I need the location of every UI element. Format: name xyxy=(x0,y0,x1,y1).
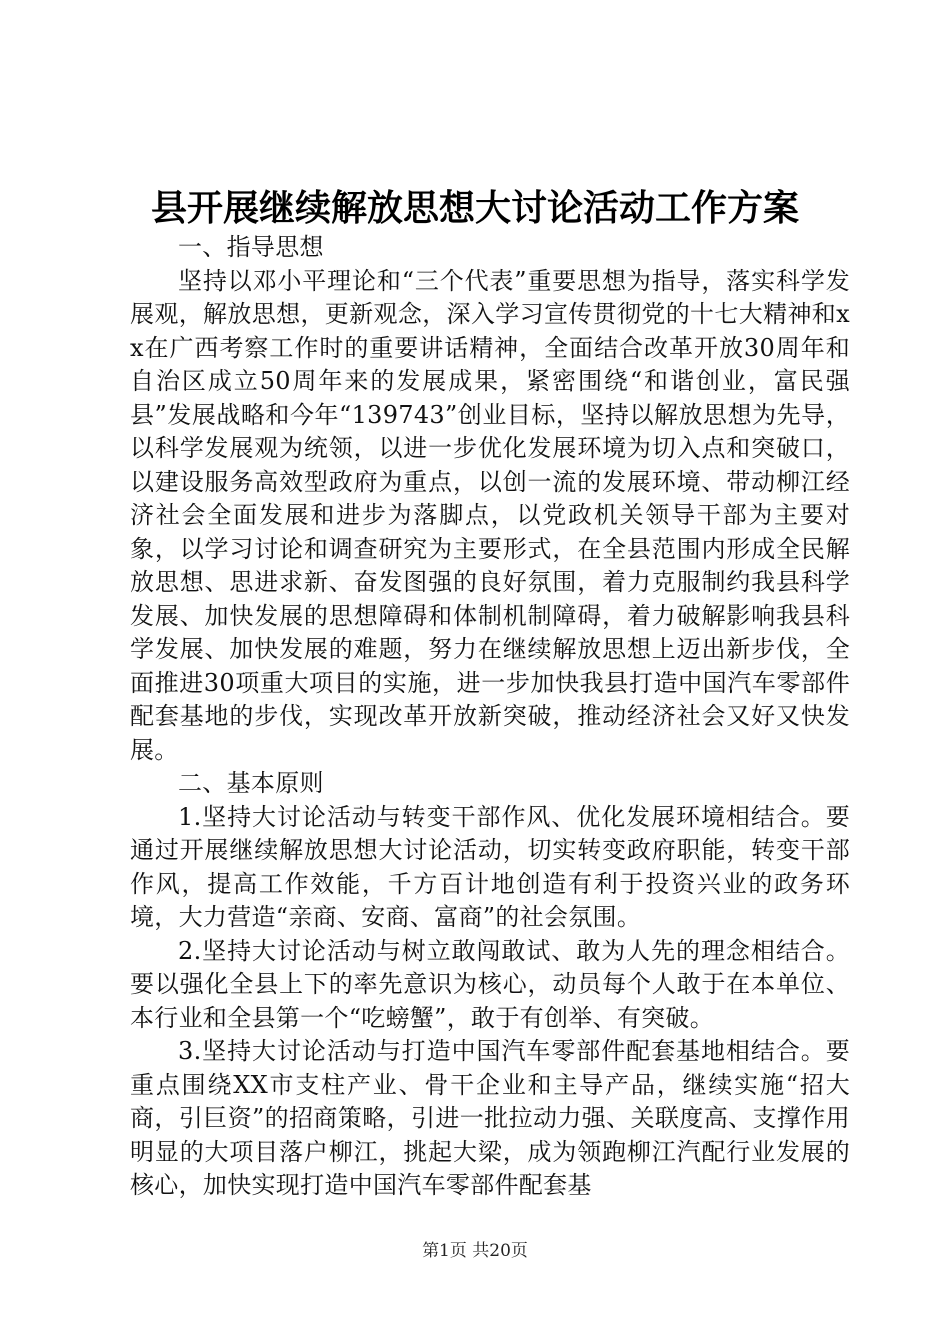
section-heading: 一、指导思想 xyxy=(178,233,324,261)
page-number: 第1页 共20页 xyxy=(422,1241,528,1261)
paragraph: 3.坚持大讨论活动与打造中国汽车零部件配套基地相结合。要重点围绕XX市支柱产业、骨干企业和主导产品，继续实施“招大商，引巨资”的招商策略，引进一批拉动力强、关联度高、支撑作用明显的大项目落户柳江，挑起大梁，成为领跑柳江汽配行业发展的核心，加快实现打造中国汽车零部件配套基 xyxy=(130,1037,850,1199)
section-basic-principles xyxy=(130,767,850,1203)
paragraph: 2.坚持大讨论活动与树立敢闯敢试、敢为人先的理念相结合。要以强化全县上下的率先意识为核心，动员每个人敢于在本单位、本行业和全县第一个“吃螃蟹”，敢于有创举、有突破。 xyxy=(130,936,850,1032)
document-body xyxy=(130,231,850,1203)
paragraph: 坚持以邓小平理论和“三个代表”重要思想为指导，落实科学发展观，解放思想，更新观念，深入学习宣传贯彻党的十七大精神和xx在广西考察工作时的重要讲话精神，全面结合改革开放30周年和自治区成立50周年来的发展成果，紧密围绕“和谐创业，富民强县”发展战略和今年“139743”创业目标，坚持以解放思想为先导，以科学发展观为统领，以进一步优化发展环境为切入点和突破口，以建设服务高效型政府为重点，以创一流的发展环境、带动柳江经济社会全面发展和进步为落脚点，以党政机关领导干部为主要对象，以学习讨论和调查研究为主要形式，在全县范围内形成全民解放思想、思进求新、奋发图强的良好氛围，着力克服制约我县科学发展、加快发展的思想障碍和体制机制障碍，着力破解影响我县科学发展、加快发展的难题，努力在继续解放思想上迈出新步伐，全面推进30项重大项目的实施，进一步加快我县打造中国汽车零部件配套基地的步伐，实现改革开放新突破，推动经济社会又好又快发展。 xyxy=(130,266,850,764)
section-heading: 二、基本原则 xyxy=(178,769,324,797)
document-title: 县开展继续解放思想大讨论活动工作方案 xyxy=(150,188,799,229)
paragraph: 1.坚持大讨论活动与转变干部作风、优化发展环境相结合。要通过开展继续解放思想大讨论活动，切实转变政府职能，转变干部作风，提高工作效能，千方百计地创造有利于投资兴业的政务环境，大力营造“亲商、安商、富商”的社会氛围。 xyxy=(130,802,850,931)
section-guiding-thought xyxy=(130,231,850,767)
